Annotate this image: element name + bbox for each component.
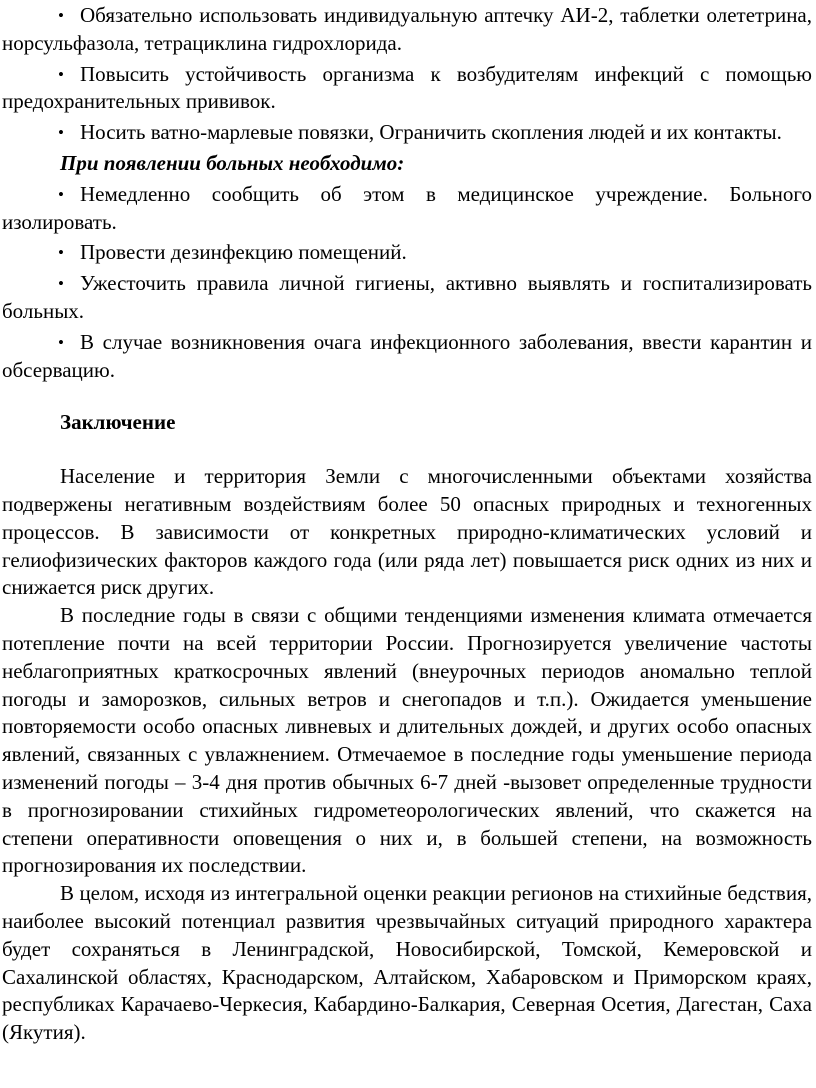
list-item-text: Немедленно сообщить об этом в медицинское учреждение. Больного изолировать. [2,181,812,234]
list-item-text: Провести дезинфекцию помещений. [80,240,407,265]
list-item [2,61,812,117]
subheading: При появлении больных необходимо: [60,150,405,175]
list-item [2,181,812,237]
paragraph: Население и территория Земли с многочисленными объектами хозяйства подвержены негативным воздействиям более 50 опасных природных и техногенных процессов. В зависимости от конкретных природно-климатических условий и гелиофизических факторов каждого года (или ряда лет) повышается риск одних из них и снижается риск других. [2,464,812,600]
section-title: Заключение [60,410,176,435]
bullet-icon: • [58,332,64,352]
bullet-icon: • [58,184,64,204]
list-item-text: В случае возникновения очага инфекционного заболевания, ввести карантин и обсервацию. [2,329,812,382]
list-item [2,119,812,147]
paragraph: В последние годы в связи с общими тенденциями изменения климата отмечается потепление почти на всей территории России. Прогнозируется увеличение частоты неблагоприятных краткосрочных явлений (внеурочных периодов аномально теплой погоды и заморозков, сильных ветров и снегопадов и т.п.). Ожидается уменьшение повторяемости особо опасных ливневых и длительных дождей, и других особо опасных явлений, связанных с увлажнением. Отмечаемое в последние годы уменьшение периода изменений погоды – 3-4 дня против обычных 6-7 дней -вызовет определенные трудности в прогнозировании стихийных гидрометеорологических явлений, что скажется на степени оперативности оповещения о них и, в большей степени, на возможность прогнозирования их последствии. [2,603,812,878]
paragraph: В целом, исходя из интегральной оценки реакции регионов на стихийные бедствия, наиболее высокий потенциал развития чрезвычайных ситуаций природного характера будет сохраняться в Ленинградской, Новосибирской, Томской, Кемеровской и Сахалинской областях, Краснодарском, Алтайском, Хабаровском и Приморском краях, республиках Карачаево-Черкесия, Кабардино-Балкария, Северная Осетия, Дагестан, Саха (Якутия). [2,881,812,1045]
bullet-icon: • [58,64,64,84]
bullet-icon: • [58,274,64,294]
list-item [2,2,812,58]
list-item-text: Повысить устойчивость организма к возбудителям инфекций с помощью предохранительных прививок. [2,61,812,114]
list-item [2,329,812,385]
list-item [2,239,812,267]
list-item [2,270,812,326]
list-item-text: Обязательно использовать индивидуальную аптечку АИ-2, таблетки олететрина, норсульфазола, тетрациклина гидрохлорида. [2,3,812,55]
list-item-text: Носить ватно-марлевые повязки, Ограничить скопления людей и их контакты. [80,120,782,145]
bullet-icon: • [58,243,64,263]
list-item-text: Ужесточить правила личной гигиены, активно выявлять и госпитализировать больных. [2,271,812,323]
bullet-icon: • [58,6,64,25]
bullet-icon: • [58,123,64,143]
